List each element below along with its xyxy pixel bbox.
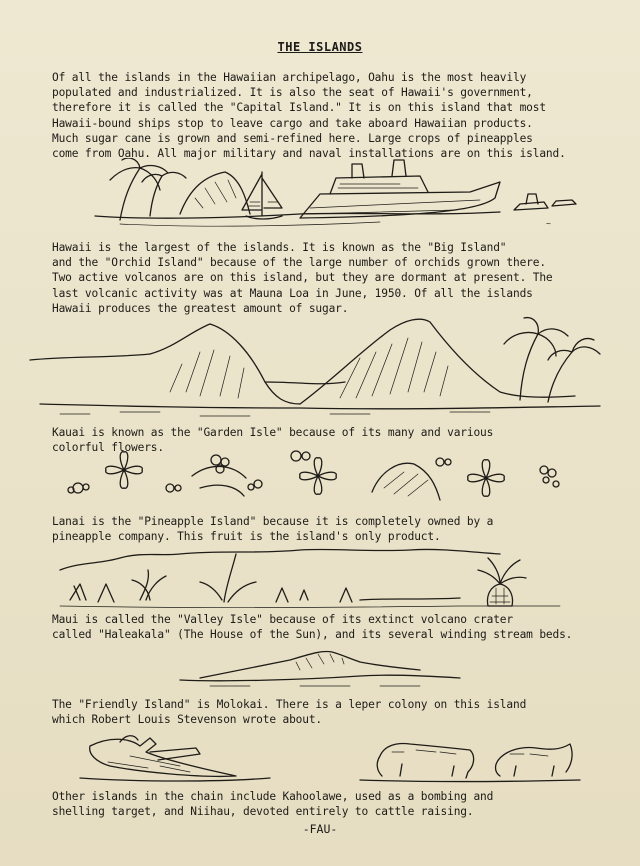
text-line: Hawaii produces the greatest amount of sugar.	[52, 301, 349, 315]
text-line: shelling target, and Niihau, devoted entirely to cattle raising.	[52, 805, 474, 819]
text-line: colorful flowers.	[52, 441, 164, 455]
text-line: Hawaii is the largest of the islands. It is known as the "Big Island"	[52, 241, 507, 254]
text-line: Of all the islands in the Hawaiian archipelago, Oahu is the most heavily	[52, 71, 527, 84]
text-line: Other islands in the chain include Kahoolawe, used as a bombing and	[52, 790, 494, 803]
svg-text:~: ~	[546, 219, 551, 228]
text-line: last volcanic activity was at Mauna Loa in June, 1950. Of all the islands	[52, 286, 533, 300]
text-line: The "Friendly Island" is Molokai. There is a leper colony on this island	[52, 698, 527, 711]
text-line: populated and industrialized. It is also the seat of Hawaii's government,	[52, 86, 533, 100]
text-line: come from Oahu. All major military and naval installations are on this island.	[52, 147, 566, 161]
lanai-pineapple-illustration	[0, 540, 640, 610]
paragraph-other-islands	[52, 789, 584, 819]
text-line: pineapple company. This fruit is the island's only product.	[52, 530, 441, 544]
text-line: Lanai is the "Pineapple Island" because it is completely owned by a	[52, 515, 494, 528]
maui-mountain-illustration	[0, 646, 640, 692]
paragraph-maui	[52, 612, 584, 642]
text-line: called "Haleakala" (The House of the Sun), and its several winding stream beds.	[52, 628, 573, 642]
text-line: Two active volcanos are on this island, but they are dormant at present. The	[52, 271, 553, 285]
kahoolawe-niihau-illustration	[0, 726, 640, 786]
text-line: Hawaii-bound ships stop to leave cargo and take aboard Hawaiian products.	[52, 116, 533, 130]
text-line: therefore it is called the "Capital Island." It is on this island that most	[52, 101, 546, 115]
text-line: and the "Orchid Island" because of the large number of orchids grown there.	[52, 256, 546, 270]
author-signature: -FAU-	[302, 822, 338, 836]
kauai-flowers-illustration	[0, 448, 640, 508]
paragraph-oahu	[52, 70, 584, 161]
paragraph-hawaii	[52, 240, 584, 316]
text-line: Kauai is known as the "Garden Isle" because of its many and various	[52, 426, 494, 439]
paragraph-molokai	[52, 697, 584, 727]
page-title: THE ISLANDS	[277, 40, 363, 54]
text-line: which Robert Louis Stevenson wrote about.	[52, 713, 323, 727]
oahu-ships-illustration	[0, 158, 640, 234]
hawaii-volcano-illustration	[0, 312, 640, 420]
text-line: Maui is called the "Valley Isle" because of its extinct volcano crater	[52, 613, 513, 626]
text-line: Much sugar cane is grown and semi-refined here. Large crops of pineapples	[52, 131, 533, 145]
